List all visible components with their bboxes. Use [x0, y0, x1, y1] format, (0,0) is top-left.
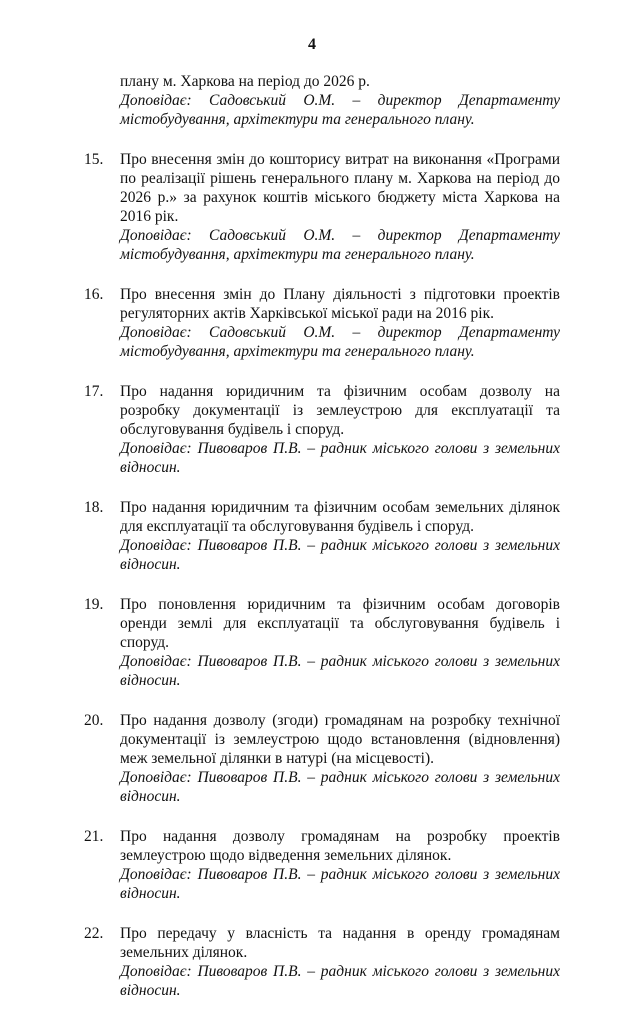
agenda-item-18: [84, 498, 560, 574]
item-speaker: Доповідає: Пивоваров П.В. – радник міського голови з земельних відносин.: [120, 769, 560, 805]
item-text: Про передачу у власність та надання в оренду громадянам земельних ділянок.: [120, 925, 560, 961]
item-speaker: Доповідає: Садовський О.М. – директор Департаменту містобудування, архітектури та генерального плану.: [120, 227, 560, 263]
item-speaker: Доповідає: Садовський О.М. – директор Департаменту містобудування, архітектури та генерального плану.: [120, 92, 560, 128]
agenda-item-16: [84, 285, 560, 361]
item-text: Про внесення змін до Плану діяльності з підготовки проектів регуляторних актів Харківської міської ради на 2016 рік.: [120, 286, 560, 322]
item-speaker: Доповідає: Садовський О.М. – директор Департаменту містобудування, архітектури та генерального плану.: [120, 324, 560, 360]
item-number: 20.: [84, 712, 104, 729]
item-number: 16.: [84, 286, 104, 303]
page-number: 4: [308, 36, 316, 53]
item-number: 22.: [84, 925, 104, 942]
item-text: Про надання юридичним та фізичним особам дозволу на розробку документації із землеустрою для експлуатації та обслуговування будівель і споруд.: [120, 383, 560, 438]
item-text: Про надання дозволу громадянам на розробку проектів землеустрою щодо відведення земельних ділянок.: [120, 828, 560, 864]
item-text: Про внесення змін до кошторису витрат на виконання «Програми по реалізації рішень генерального плану м. Харкова на період до 2026 р.» за рахунок коштів міського бюджету міста Харкова на 2016 рік.: [120, 151, 560, 225]
agenda-item-continuation: [84, 72, 560, 129]
item-speaker: Доповідає: Пивоваров П.В. – радник міського голови з земельних відносин.: [120, 440, 560, 476]
item-number: 15.: [84, 151, 104, 168]
agenda-list: [84, 72, 560, 1021]
item-text: плану м. Харкова на період до 2026 р.: [120, 73, 370, 90]
agenda-item-15: [84, 150, 560, 264]
item-text: Про надання дозволу (згоди) громадянам на розробку технічної документації із землеустрою щодо встановлення (відновлення) меж земельної ділянки в натурі (на місцевості).: [120, 712, 560, 767]
agenda-item-19: [84, 595, 560, 690]
item-speaker: Доповідає: Пивоваров П.В. – радник міського голови з земельних відносин.: [120, 963, 560, 999]
agenda-item-22: [84, 924, 560, 1000]
item-number: 17.: [84, 383, 104, 400]
agenda-item-17: [84, 382, 560, 477]
item-number: 19.: [84, 596, 104, 613]
item-number: 21.: [84, 828, 104, 845]
item-text: Про поновлення юридичним та фізичним особам договорів оренди землі для експлуатації та обслуговування будівель і споруд.: [120, 596, 560, 651]
agenda-item-20: [84, 711, 560, 806]
item-text: Про надання юридичним та фізичним особам земельних ділянок для експлуатації та обслуговування будівель і споруд.: [120, 499, 560, 535]
agenda-item-21: [84, 827, 560, 903]
item-number: 18.: [84, 499, 104, 516]
item-speaker: Доповідає: Пивоваров П.В. – радник міського голови з земельних відносин.: [120, 653, 560, 689]
item-speaker: Доповідає: Пивоваров П.В. – радник міського голови з земельних відносин.: [120, 537, 560, 573]
item-speaker: Доповідає: Пивоваров П.В. – радник міського голови з земельних відносин.: [120, 866, 560, 902]
